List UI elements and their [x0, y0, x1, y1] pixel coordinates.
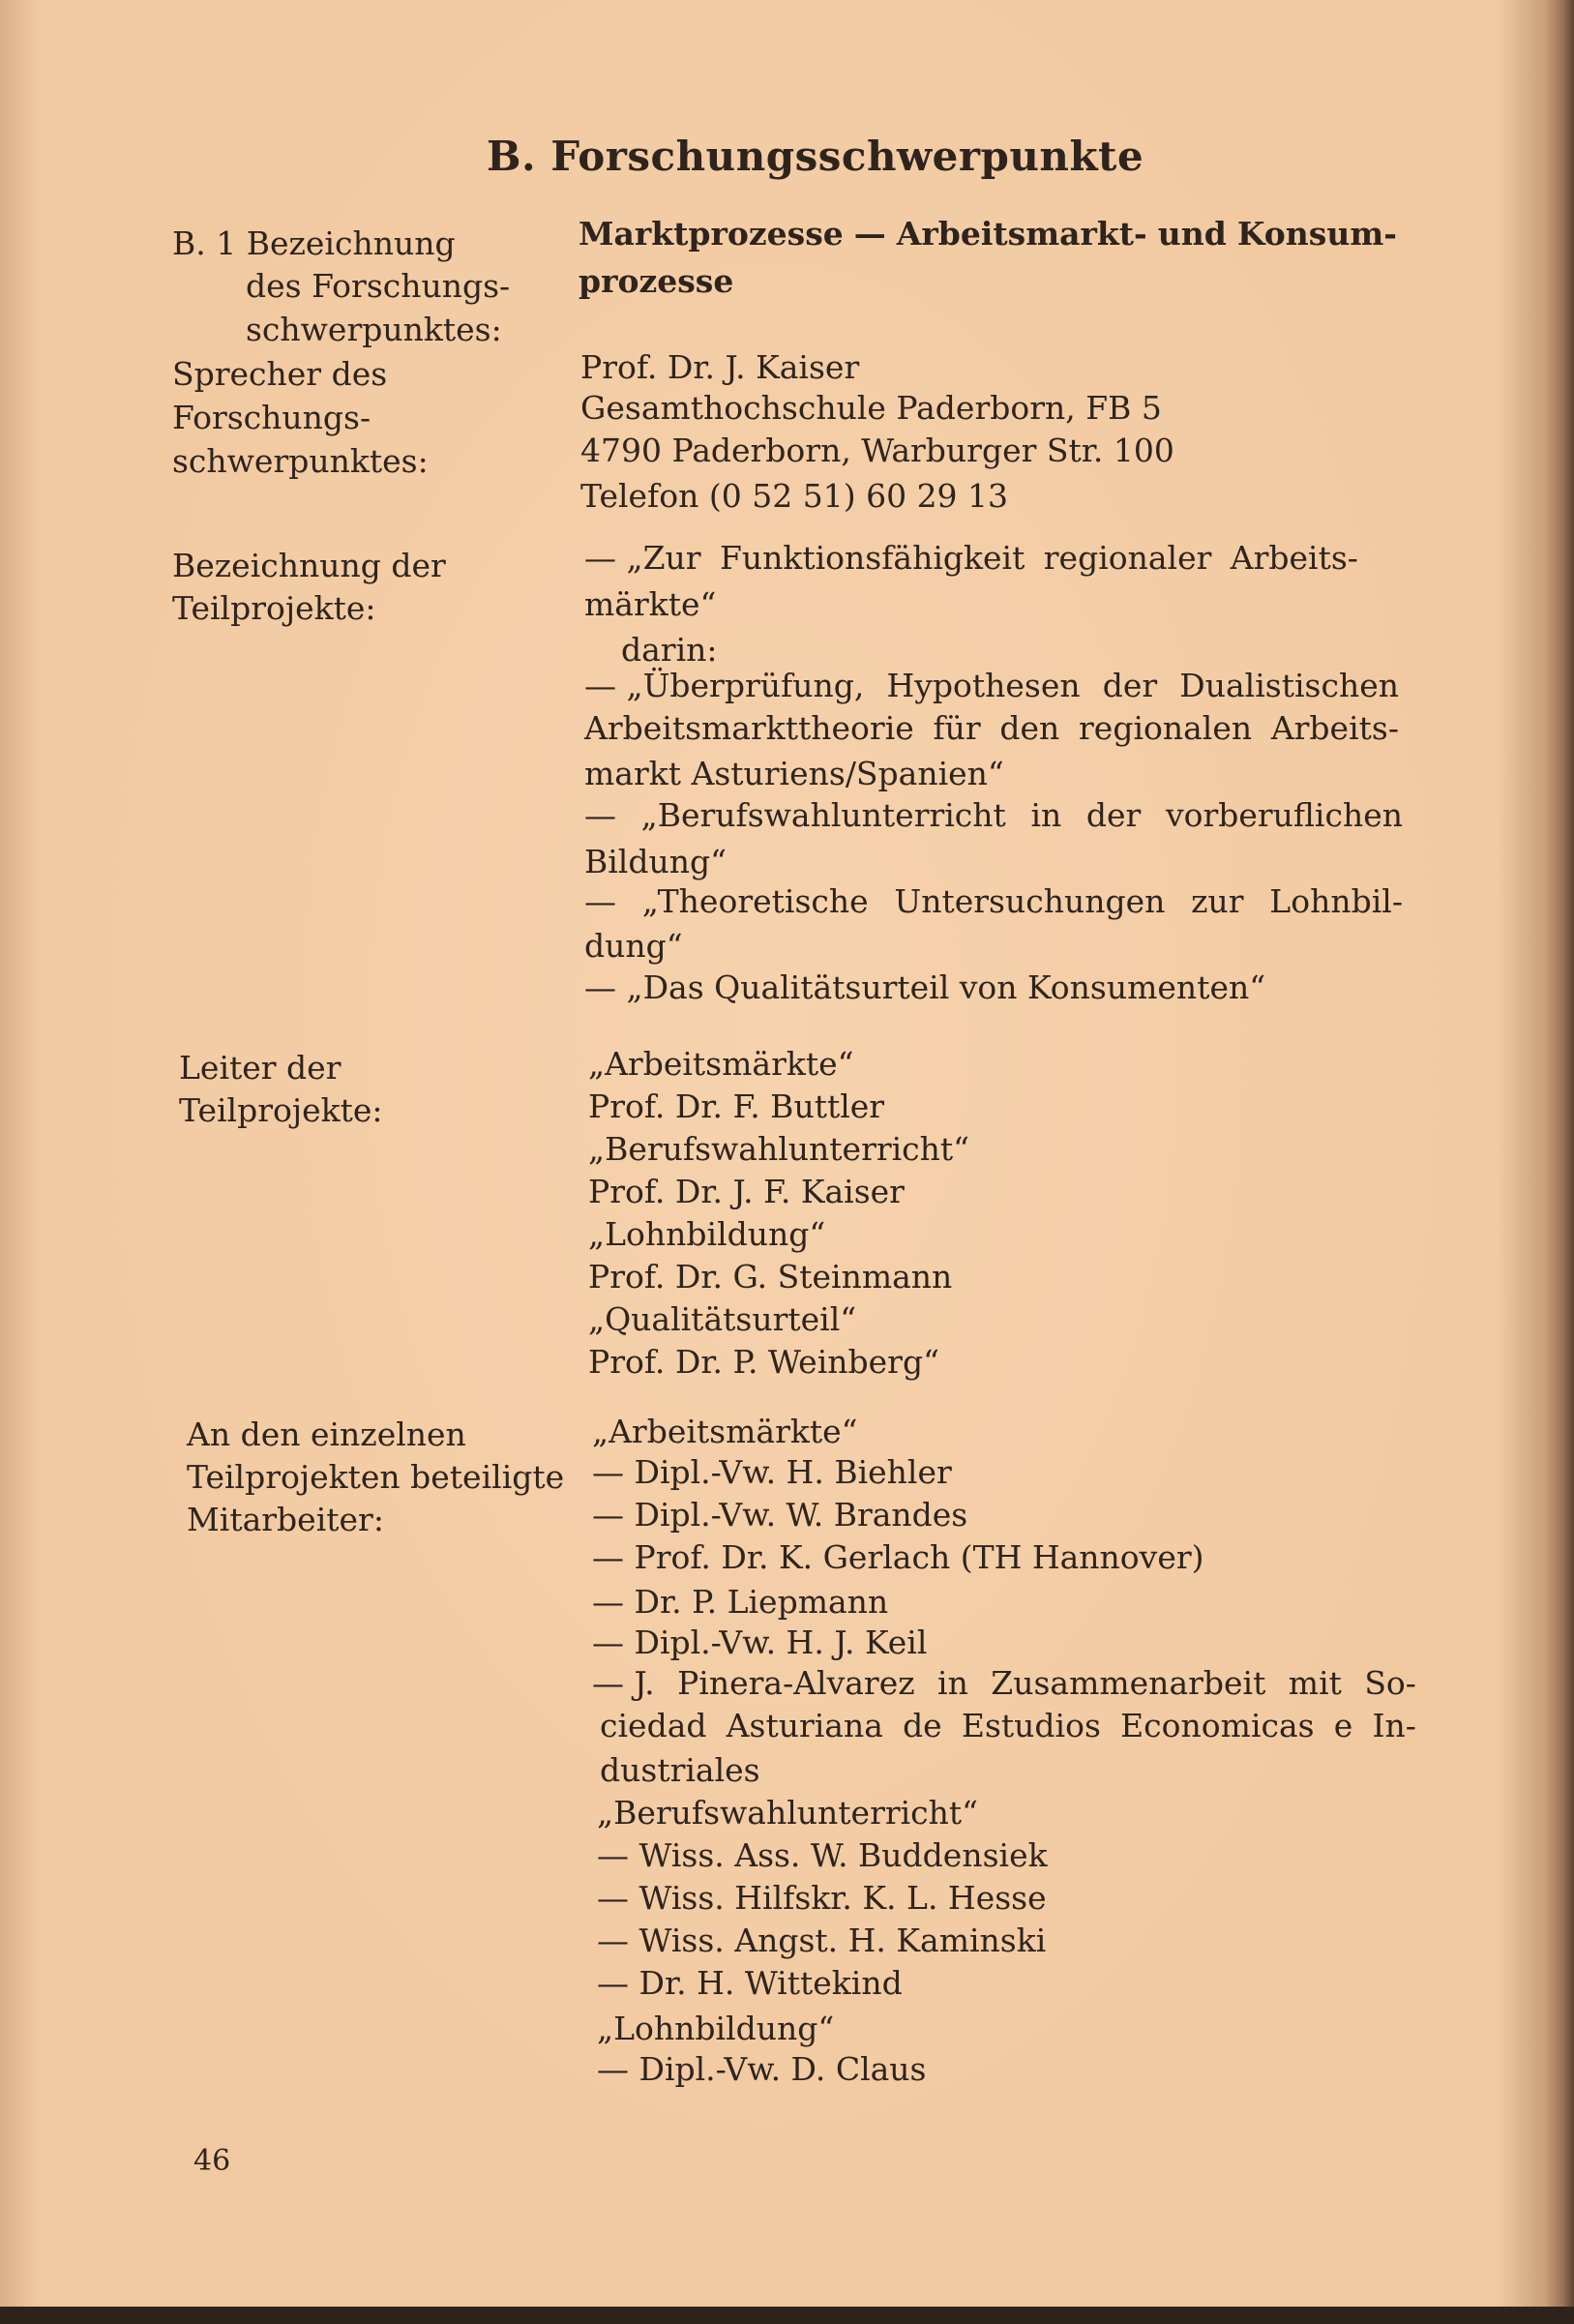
word: — J. [592, 1664, 655, 1702]
word: Arbeits- [1230, 539, 1358, 577]
subproject-5: — „Das Qualitätsurteil von Konsumenten“ [584, 968, 1266, 1006]
leader-line: „Arbeitsmärkte“ [588, 1045, 854, 1083]
word: ciedad [600, 1707, 707, 1744]
staff-group-heading: „Berufswahlunterricht“ [597, 1794, 979, 1832]
label-staff-line1: An den einzelnen [187, 1415, 466, 1453]
staff-member: — Prof. Dr. K. Gerlach (TH Hannover) [592, 1538, 1204, 1576]
label-b1-line2: des Forschungs- [246, 267, 511, 305]
staff-member-multiline-line2 [600, 1707, 1416, 1745]
page-edge-right [1546, 0, 1574, 2324]
label-leaders-line1: Leiter der [179, 1049, 342, 1087]
focus-word: und [1157, 215, 1227, 253]
subproject-1-line1 [584, 539, 1358, 578]
staff-member: — Wiss. Angst. H. Kaminski [597, 1922, 1047, 1959]
subproject-2-line2 [584, 709, 1399, 748]
word: — „Zur [584, 539, 701, 577]
word: für [933, 709, 981, 747]
leader-line: Prof. Dr. P. Weinberg“ [588, 1343, 939, 1381]
leader-line: Prof. Dr. G. Steinmann [588, 1258, 953, 1296]
subproject-1-line2: märkte“ [584, 585, 717, 623]
leader-line: Prof. Dr. F. Buttler [588, 1088, 885, 1125]
label-subprojects-line2: Teilprojekte: [172, 589, 376, 627]
word: der [1102, 667, 1158, 704]
staff-member: — Dipl.-Vw. W. Brandes [592, 1496, 968, 1534]
word: — [584, 796, 616, 834]
word: „Theoretische [641, 882, 869, 920]
staff-group-heading: „Lohnbildung“ [597, 2010, 835, 2047]
word: regionaler [1043, 539, 1212, 577]
word: de [903, 1707, 942, 1744]
word: e [1333, 1707, 1353, 1744]
leader-line: „Lohnbildung“ [588, 1215, 826, 1253]
staff-group-heading: „Arbeitsmärkte“ [592, 1413, 858, 1450]
word: Hypothesen [886, 667, 1081, 704]
page-number: 46 [193, 2144, 231, 2178]
page-title: B. Forschungsschwerpunkte [487, 133, 1144, 180]
staff-member: — Dipl.-Vw. H. J. Keil [592, 1624, 928, 1661]
word: in [1030, 796, 1062, 834]
focus-word: Marktprozesse [579, 215, 844, 253]
subproject-darin: darin: [621, 631, 718, 669]
word: Arbeits- [1270, 709, 1399, 747]
word: zur [1191, 882, 1244, 920]
speaker-phone: Telefon (0 52 51) 60 29 13 [580, 477, 1009, 515]
speaker-name: Prof. Dr. J. Kaiser [580, 348, 860, 386]
word: — [584, 882, 616, 920]
word: Funktionsfähigkeit [719, 539, 1025, 577]
word: „Berufswahlunterricht [640, 796, 1006, 834]
word: den [999, 709, 1060, 747]
subproject-3-line1 [584, 796, 1403, 835]
label-speaker-line3: schwerpunktes: [172, 442, 429, 480]
word: in [937, 1664, 968, 1702]
subproject-4-line2: dung“ [584, 927, 683, 965]
leader-line: „Qualitätsurteil“ [588, 1300, 857, 1338]
focus-word: Arbeitsmarkt- [896, 215, 1147, 253]
word: Estudios [961, 1707, 1101, 1744]
subproject-2-line3: markt Asturiens/Spanien“ [584, 755, 1004, 792]
speaker-institution: Gesamthochschule Paderborn, FB 5 [580, 389, 1162, 427]
word: vorberuflichen [1165, 796, 1403, 834]
word: der [1085, 796, 1142, 834]
staff-member: — Dipl.-Vw. D. Claus [597, 2050, 927, 2088]
word: So- [1364, 1664, 1416, 1702]
word: Arbeitsmarkttheorie [584, 709, 914, 747]
word: Dualistischen [1179, 667, 1399, 704]
label-b1-line3: schwerpunktes: [246, 311, 502, 348]
word: mit [1288, 1664, 1342, 1702]
label-staff-line2: Teilprojekten beteiligte [187, 1458, 565, 1496]
staff-member-multiline-line1 [592, 1664, 1416, 1703]
word: — „Überprüfung, [584, 667, 865, 704]
word: Untersuchungen [894, 882, 1166, 920]
staff-member: — Dr. H. Wittekind [597, 1964, 903, 2002]
word: In- [1372, 1707, 1416, 1744]
page-edge-bottom [0, 2307, 1574, 2324]
label-speaker-line1: Sprecher des [172, 355, 388, 393]
subproject-2-line1 [584, 667, 1399, 705]
focus-title-line2: prozesse [579, 262, 734, 300]
label-subprojects-line1: Bezeichnung der [172, 547, 446, 584]
label-b1-line1: B. 1 Bezeichnung [172, 224, 456, 262]
leader-line: „Berufswahlunterricht“ [588, 1130, 970, 1168]
word: Economicas [1120, 1707, 1315, 1744]
word: Zusammenarbeit [991, 1664, 1266, 1702]
subproject-4-line1 [584, 882, 1403, 921]
word: Pinera-Alvarez [677, 1664, 915, 1702]
staff-member: — Wiss. Ass. W. Buddensiek [597, 1836, 1048, 1874]
staff-member: — Wiss. Hilfskr. K. L. Hesse [597, 1879, 1047, 1917]
speaker-address: 4790 Paderborn, Warburger Str. 100 [580, 432, 1174, 469]
staff-member: — Dr. P. Liepmann [592, 1583, 889, 1621]
focus-word: — [853, 215, 886, 253]
staff-member: — Dipl.-Vw. H. Biehler [592, 1453, 952, 1491]
focus-word: Konsum- [1236, 215, 1397, 253]
label-staff-line3: Mitarbeiter: [187, 1501, 384, 1538]
staff-member-multiline-line3: dustriales [600, 1751, 760, 1789]
word: Asturiana [726, 1707, 883, 1744]
word: Lohnbil- [1269, 882, 1403, 920]
focus-title-line1 [579, 215, 1397, 253]
leader-line: Prof. Dr. J. F. Kaiser [588, 1173, 905, 1210]
label-leaders-line2: Teilprojekte: [179, 1091, 383, 1129]
word: regionalen [1079, 709, 1253, 747]
subproject-3-line2: Bildung“ [584, 843, 727, 880]
label-speaker-line2: Forschungs- [172, 399, 371, 436]
